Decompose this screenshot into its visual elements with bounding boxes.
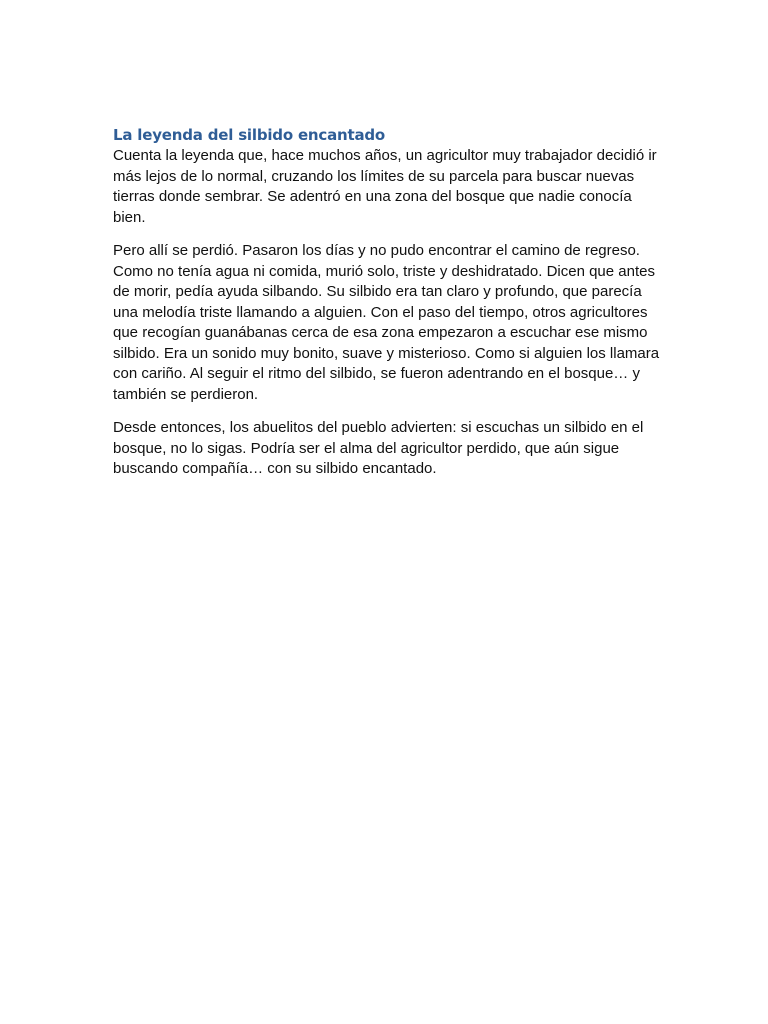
- document-body: [113, 124, 661, 493]
- paragraph-3: Desde entonces, los abuelitos del pueblo advierten: si escuchas un silbido en el bosque, no lo sigas. Podría ser el alma del agricultor perdido, que aún sigue buscando compañía… con su silbido encantado.: [113, 419, 644, 477]
- paragraph-2: Pero allí se perdió. Pasaron los días y no pudo encontrar el camino de regreso. Como no tenía agua ni comida, murió solo, triste y deshidratado. Dicen que antes de morir, pedía ayuda silbando. Su silbido era tan claro y profundo, que parecía una melodía triste llamando a alguien. Con el paso del tiempo, otros agricultores que recogían guanábanas cerca de esa zona empezaron a escuchar ese mismo silbido. Era un sonido muy bonito, suave y misterioso. Como si alguien los llamara con cariño. Al seguir el ritmo del silbido, se fueron adentrando en el bosque… y también se perdieron.: [113, 242, 660, 403]
- paragraph-1: Cuenta la leyenda que, hace muchos años, un agricultor muy trabajador decidió ir más lejos de lo normal, cruzando los límites de su parcela para buscar nuevas tierras donde sembrar. Se adentró en una zona del bosque que nadie conocía bien.: [113, 147, 657, 226]
- document-title: La leyenda del silbido encantado: [113, 126, 386, 144]
